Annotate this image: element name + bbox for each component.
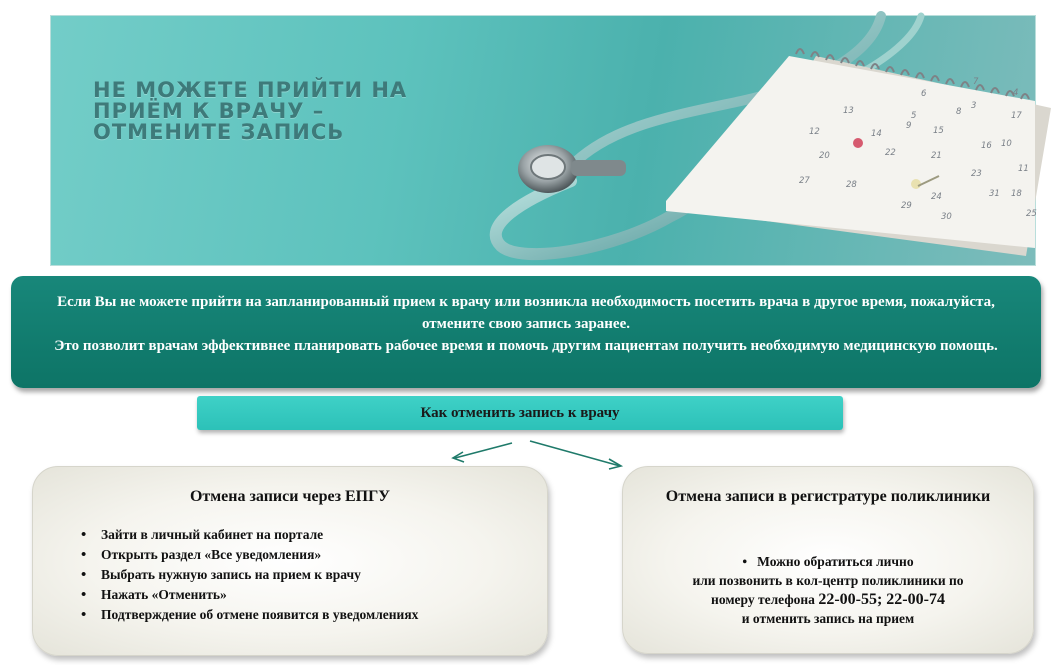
info-paragraph-1: Если Вы не можете прийти на запланированный прием к врачу или возникла необходимость посетить врача в другое время, пожалуйста, отмените свою запись заранее. — [57, 294, 995, 332]
calendar-day-number: 25 — [1026, 209, 1037, 219]
how-to-cancel-heading: Как отменить запись к врачу — [197, 396, 843, 430]
calendar-day-number: 23 — [971, 169, 982, 179]
arrow-right-head-icon — [609, 459, 621, 469]
list-item: • Зайти в личный кабинет на портале — [81, 525, 418, 545]
calendar-day-number: 31 — [989, 189, 1000, 199]
calendar-day-number: 27 — [799, 176, 810, 186]
calendar-day-number: 7 — [973, 77, 979, 87]
calendar-day-number: 6 — [921, 89, 927, 99]
info-message-box — [11, 276, 1041, 388]
info-paragraph-2: Это позволит врачам эффективнее планировать рабочее время и помочь другим пациентам получить необходимую медицинскую помощь. — [54, 338, 998, 354]
list-item: • Подтверждение об отмене появится в уведомлениях — [81, 605, 418, 625]
phone-label: номеру телефона — [711, 592, 815, 607]
cancel-via-epgu-card — [32, 466, 548, 656]
calendar-day-number: 30 — [941, 212, 952, 222]
header-banner-image — [51, 16, 1035, 265]
registry-line-2: или позвонить в кол-центр поликлиники по — [692, 573, 964, 588]
calendar-day-number: 13 — [843, 106, 854, 116]
registry-instructions — [623, 552, 1033, 628]
calendar-day-number: 4 — [1013, 88, 1019, 98]
cancel-via-registry-card — [622, 466, 1034, 654]
steps-list — [81, 525, 418, 625]
calendar-day-number: 22 — [885, 148, 896, 158]
list-item: • Открыть раздел «Все уведомления» — [81, 545, 418, 565]
calendar-day-number: 5 — [911, 111, 917, 121]
calendar-day-number: 3 — [971, 101, 977, 111]
bullet-icon: • — [742, 554, 748, 569]
calendar-day-number: 10 — [1001, 139, 1012, 149]
registry-line-3 — [623, 590, 1033, 609]
arrow-left-icon — [455, 443, 512, 458]
pin-icon — [911, 179, 921, 189]
card-title: Отмена записи через ЕПГУ — [189, 488, 391, 505]
pin-icon — [853, 138, 863, 148]
calendar-day-number: 24 — [931, 192, 942, 202]
calendar-day-number: 15 — [933, 126, 944, 136]
calendar-day-number: 14 — [871, 129, 882, 139]
calendar-day-number: 9 — [906, 121, 912, 131]
stethoscope-tube — [496, 176, 703, 254]
list-item — [623, 552, 1033, 571]
banner-title: НЕ МОЖЕТЕ ПРИЙТИ НА ПРИЁМ К ВРАЧУ – ОТМЕНИТЕ ЗАПИСЬ — [93, 78, 408, 144]
calendar-day-number: 28 — [846, 180, 857, 190]
calendar-day-number: 12 — [809, 127, 820, 137]
calendar-day-number: 18 — [1011, 189, 1022, 199]
calendar-day-number: 11 — [1018, 164, 1029, 174]
stethoscope-stem — [571, 160, 626, 176]
card-title: Отмена записи в регистратуре поликлиники — [665, 488, 991, 505]
calendar-day-number: 21 — [931, 151, 942, 161]
calendar-day-number: 16 — [981, 141, 992, 151]
calendar-day-number: 8 — [956, 107, 962, 117]
registry-line-1: Можно обратиться лично — [757, 554, 914, 569]
calendar-day-number: 17 — [1011, 111, 1022, 121]
phone-numbers: 22-00-55; 22-00-74 — [818, 591, 945, 608]
arrow-left-head-icon — [453, 452, 464, 462]
calendar-icon — [666, 49, 1051, 256]
stethoscope-diaphragm — [531, 155, 565, 179]
list-item: • Выбрать нужную запись на прием к врачу — [81, 565, 418, 585]
calendar-day-number: 29 — [901, 201, 912, 211]
list-item: • Нажать «Отменить» — [81, 585, 418, 605]
arrow-right-icon — [530, 441, 620, 466]
registry-line-4: и отменить запись на прием — [741, 611, 915, 626]
calendar-day-number: 20 — [819, 151, 830, 161]
